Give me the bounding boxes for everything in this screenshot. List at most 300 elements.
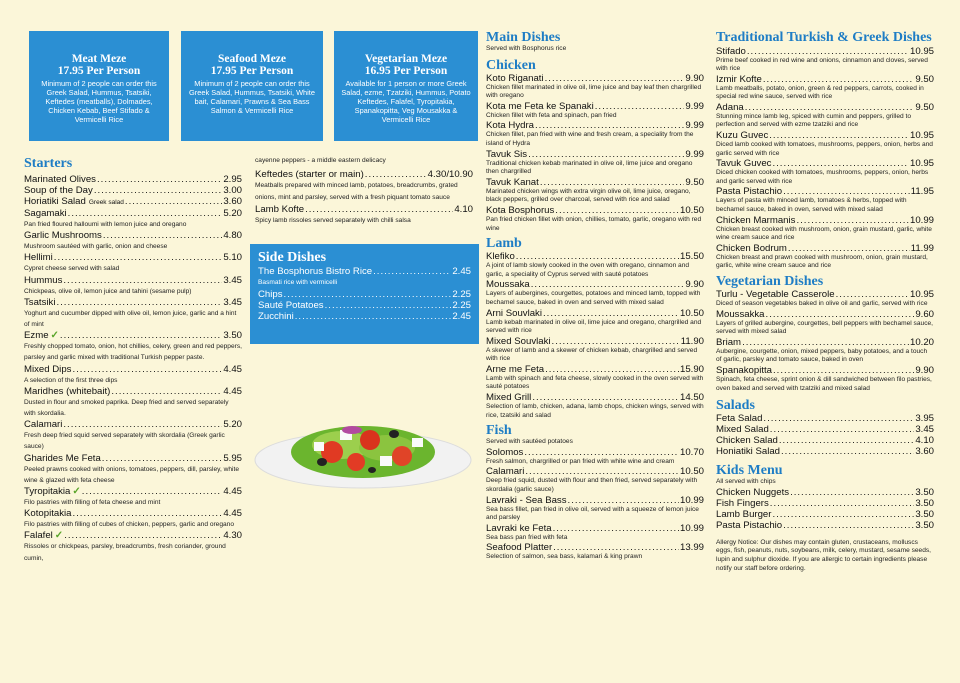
menu-item-price: 2.95 <box>223 174 242 185</box>
menu-item <box>716 309 934 320</box>
menu-item-description: Diced chicken cooked with tomatoes, mushrooms, peppers, onion, herbs and garlic served with rice <box>716 169 929 185</box>
dot-leader <box>770 498 915 509</box>
falafel-desc-continued: cayenne peppers - a middle eastern delicacy <box>255 157 386 164</box>
menu-item <box>486 149 704 160</box>
dot-leader <box>102 453 223 464</box>
menu-item-price: 9.90 <box>915 364 934 376</box>
menu-item <box>255 204 473 215</box>
menu-item-name: Chicken Nuggets <box>716 486 790 498</box>
menu-item-price: 2.25 <box>452 289 471 300</box>
menu-item <box>716 102 934 113</box>
menu-item-price: 3.60 <box>915 446 934 458</box>
menu-item-name: Tsatsiki <box>24 296 56 308</box>
dot-leader <box>568 495 679 506</box>
menu-item-description: Fresh salmon, chargrilled or pan fried with white wine and cream <box>486 457 675 465</box>
meze-title: Seafood Meze <box>217 53 287 65</box>
dot-leader <box>60 330 222 341</box>
fish-title: Fish <box>486 423 512 439</box>
menu-item-name: Moussakka <box>716 308 765 320</box>
menu-item <box>716 424 934 435</box>
dot-leader <box>528 149 684 160</box>
menu-item-price: 5.10 <box>223 252 242 264</box>
traditional-section <box>716 30 934 573</box>
menu-item-price: 5.20 <box>223 208 242 219</box>
menu-item-price: 3.45 <box>223 274 242 286</box>
menu-item-price: 9.90 <box>685 279 704 291</box>
salads-title: Salads <box>716 398 755 414</box>
dot-leader <box>56 297 222 308</box>
menu-item <box>486 466 704 477</box>
menu-item-description: Rissoles or chickpeas, parsley, breadcrumbs, fresh coriander, ground cumin, <box>24 543 226 562</box>
menu-item-description: Traditional chicken kebab marinated in olive oil, lime juice and oregano then chargrilled <box>486 159 693 176</box>
menu-item-price: 11.90 <box>680 335 704 347</box>
menu-item <box>24 486 242 497</box>
side-dishes-box <box>250 244 479 344</box>
menu-item-price: 4.30/10.90 <box>427 169 473 180</box>
menu-item-description: Layers of grilled aubergine, courgettes, bell peppers with bechamel sauce, served with mixed salad <box>716 319 933 336</box>
dot-leader <box>524 447 679 458</box>
menu-item-price: 10.99 <box>909 214 934 226</box>
menu-item-price: 9.60 <box>915 308 934 320</box>
menu-item-price: 4.80 <box>223 230 242 242</box>
menu-item-price: 4.45 <box>223 385 242 397</box>
menu-item-description: Mushroom sautéed with garlic, onion and cheese <box>24 243 168 251</box>
dot-leader <box>72 364 222 375</box>
dot-leader <box>745 102 915 113</box>
menu-item-price: 3.00 <box>223 185 242 196</box>
menu-item-name: Falafel <box>24 530 53 542</box>
menu-item <box>716 46 934 57</box>
menu-item-price: 5.95 <box>223 452 242 464</box>
menu-item-name: Mixed Souvlaki <box>486 335 551 347</box>
menu-item-name: Izmir Kofte <box>716 73 762 85</box>
menu-item <box>486 392 704 403</box>
menu-item-description: A joint of lamb slowly cooked in the oven with oregano, cinnamon and garlic, a speciality of Cyprus served with sauté potatoes <box>486 262 690 278</box>
menu-item <box>716 365 934 376</box>
menu-item <box>716 186 934 197</box>
menu-item-name: Lamb Kofte <box>255 204 305 215</box>
dot-leader <box>82 486 223 497</box>
menu-item-description: Filo pastries with filling of feta cheese and mint <box>24 499 161 507</box>
menu-item-description: A skewer of lamb and a skewer of chicken kebab, chargrilled and served with rice <box>486 346 698 363</box>
menu-item-description: Cypret cheese served with salad <box>24 265 120 273</box>
allergy-notice: Allergy Notice: Our dishes may contain gluten, crustaceans, molluscs eggs, fish, peanuts, nuts, soybeans, milk, celery, mustard, sesame seeds, lupin and sulphur dioxide. If you are allergic to certain ingredients please notify our staff before ordering. <box>716 538 932 572</box>
menu-item <box>255 169 473 180</box>
menu-item-name: Ezme <box>24 330 49 342</box>
dot-leader <box>111 386 222 397</box>
menu-item-name: Chicken Bodrum <box>716 242 787 254</box>
menu-item-price: 15.50 <box>679 251 704 263</box>
menu-item-price: 3.50 <box>223 330 242 342</box>
meze-box-seafood <box>181 31 323 141</box>
col2-top-section <box>255 156 473 227</box>
menu-item <box>258 266 471 277</box>
menu-item-name: Chicken Marmanis <box>716 214 796 226</box>
menu-item-name: Calamari <box>486 466 525 478</box>
menu-item-price: 9.50 <box>685 176 704 188</box>
menu-item-name: Arne me Feta <box>486 363 545 375</box>
menu-item <box>486 523 704 534</box>
menu-item-price: 14.50 <box>679 392 704 404</box>
dot-leader <box>783 520 914 531</box>
menu-item-name: Fish Fingers <box>716 497 769 509</box>
menu-item-name: Maridhes (whitebait) <box>24 385 111 397</box>
dot-leader <box>770 424 915 435</box>
dot-leader <box>365 169 427 180</box>
menu-item-price: 15.90 <box>679 363 704 375</box>
menu-item <box>486 447 704 458</box>
menu-item-description: Sea bass pan fried with feta <box>486 533 568 541</box>
menu-item-name: Koto Riganati <box>486 72 544 84</box>
dot-leader <box>772 158 909 169</box>
menu-item-description: Yoghurt and cucumber dipped with olive oil, lemon juice, garlic and a hint of mint <box>24 309 237 329</box>
menu-item <box>716 498 934 509</box>
menu-item-name: Tavuk Kanat <box>486 176 539 188</box>
dot-leader <box>516 251 679 262</box>
menu-item-name: Mixed Grill <box>486 392 532 404</box>
vegetarian-check-icon: ✓ <box>54 530 64 542</box>
menu-item <box>24 297 242 308</box>
menu-item-name: Kota Hydra <box>486 120 534 132</box>
dot-leader <box>790 487 914 498</box>
menu-item-price: 3.95 <box>915 413 934 425</box>
dot-leader <box>766 309 915 320</box>
menu-item <box>486 279 704 290</box>
menu-item-price: 10.50 <box>679 466 704 478</box>
menu-item <box>716 446 934 457</box>
starters-section <box>24 156 242 564</box>
dot-leader <box>125 196 222 207</box>
menu-item-price: 9.50 <box>915 101 934 113</box>
menu-item-description: A selection of the first three dips <box>24 376 118 384</box>
menu-item-description: Layers of pasta with minced lamb, tomatoes & herbs, topped with bechamel sauce, baked in oven, served with mixed salad <box>716 197 907 214</box>
main-dishes-title: Main Dishes <box>486 30 561 45</box>
menu-item-price: 9.99 <box>685 100 704 112</box>
menu-item <box>716 74 934 85</box>
meze-desc: Minimum of 2 people can order this Greek Salad, Hummus, Tsatsiki, White bait, Calamari, Prawns & Sea Bass Salmon & Vermicelli Rice <box>189 79 315 115</box>
menu-item-price: 10.99 <box>679 522 704 534</box>
menu-item-description: Diced of season vegetables baked in olive oil and garlic, served with rice <box>716 300 928 307</box>
menu-item-description: Basmati rice with vermicelli <box>258 279 338 286</box>
menu-item-price: 10.20 <box>909 336 934 348</box>
menu-item-description: Selection of salmon, sea bass, kalamari & king prawn <box>486 553 643 561</box>
menu-item <box>716 487 934 498</box>
dot-leader <box>531 279 685 290</box>
meze-title: Vegetarian Meze <box>364 53 448 65</box>
menu-item-name: Calamari <box>24 419 63 431</box>
dot-leader <box>763 413 914 424</box>
dot-leader <box>553 523 679 534</box>
dot-leader <box>535 120 684 131</box>
menu-item-name: Soup of the Day <box>24 185 93 196</box>
menu-item-price: 3.50 <box>915 497 934 509</box>
menu-item <box>486 364 704 375</box>
traditional-list <box>716 46 934 272</box>
menu-item-name: Mixed Salad <box>716 424 769 436</box>
menu-item-name: Moussaka <box>486 279 530 291</box>
menu-item-description: Spinach, feta cheese, sprint onion & dill sandwiched between filo pastries, oven baked and served with tzatziki and mixed salad <box>716 375 932 392</box>
meze-box-meat <box>29 31 169 141</box>
menu-item <box>486 73 704 84</box>
menu-item-description: Marinated chicken wings with extra virgin olive oil, lime juice, oregano, black peppers, grilled over charcoal, served with rice and salad <box>486 187 691 204</box>
menu-item-name: Arni Souvlaki <box>486 307 542 319</box>
side-dishes-list <box>258 266 471 322</box>
dot-leader <box>540 177 685 188</box>
dot-leader <box>781 446 914 457</box>
kids-title: Kids Menu <box>716 463 783 479</box>
menu-item-price: 10.50 <box>679 204 704 216</box>
menu-item <box>716 289 934 300</box>
menu-item-name: Sagamaki <box>24 208 67 219</box>
menu-item-name: Lavraki ke Feta <box>486 522 552 534</box>
menu-item-name: The Bosphorus Bistro Rice <box>258 266 373 277</box>
meze-price: 17.95 Per Person <box>210 65 294 77</box>
menu-item-name: Klefiko <box>486 251 515 263</box>
menu-item-price: 4.10 <box>915 435 934 447</box>
menu-item-price: 3.45 <box>915 424 934 436</box>
dot-leader <box>783 186 910 197</box>
dot-leader <box>545 364 679 375</box>
menu-item-name: Sauté Potatoes <box>258 300 324 311</box>
menu-item-price: 3.45 <box>223 296 242 308</box>
kids-list <box>716 487 934 531</box>
menu-item-description: Prime beef cooked in red wine and onions, cinnamon and cloves, served with rice <box>716 56 928 73</box>
menu-item-name: Honiatiki Salad <box>716 446 780 458</box>
menu-item-name: Tyropitakia <box>24 486 71 498</box>
menu-item-description: Sea bass fillet, pan fried in olive oil, served with a squeeze of lemon juice and parsley <box>486 505 699 522</box>
chicken-title: Chicken <box>486 57 536 73</box>
menu-item-description: Freshly chopped tomato, onion, hot chillies, celery, green and red peppers, parsley and garlic mixed with traditional Turkish pepper paste. <box>24 343 242 362</box>
salad-illustration <box>252 390 474 498</box>
menu-item-description: Dusted in flour and smoked paprika. Deep fried and served separately with skordalia. <box>24 398 229 418</box>
menu-item <box>258 300 471 311</box>
menu-item-name: Zucchini <box>258 311 294 322</box>
menu-item-price: 3.50 <box>915 508 934 520</box>
menu-item <box>24 386 242 397</box>
menu-item-price: 10.70 <box>679 446 704 458</box>
menu-item-description: Deep fried squid, dusted with flour and then fried, served separately with skordalia (garlic sauce) <box>486 477 698 494</box>
menu-item-price: 4.45 <box>223 486 242 498</box>
dot-leader <box>779 435 914 446</box>
menu-item <box>24 330 242 341</box>
menu-item-price: 10.95 <box>909 289 934 300</box>
menu-item <box>258 311 471 322</box>
menu-item-name: Stifado <box>716 45 746 57</box>
menu-item <box>486 308 704 319</box>
dot-leader <box>68 208 223 219</box>
menu-item-name: Keftedes (starter or main) <box>255 169 364 180</box>
dot-leader <box>97 174 222 185</box>
menu-item-description: Layers of aubergines, courgettes, potatoes and minced lamb, topped with bechamel sauce, baked in oven and served with mixed salad <box>486 290 701 306</box>
menu-item-price: 10.95 <box>909 45 934 57</box>
chicken-list <box>486 73 704 234</box>
menu-item-price: 2.25 <box>452 300 471 311</box>
dot-leader <box>553 542 679 553</box>
menu-item-name: Kota me Feta ke Spanaki <box>486 100 594 112</box>
dot-leader <box>836 289 909 300</box>
menu-item <box>486 120 704 131</box>
menu-item-name: Tavuk Sis <box>486 148 528 160</box>
menu-item-description: Lamb with spinach and feta cheese, slowly cooked in the oven served with sauté potatoes <box>486 374 704 391</box>
menu-item-name: Pasta Pistachio <box>716 519 783 531</box>
vegetarian-title: Vegetarian Dishes <box>716 274 824 289</box>
greek-salad-image <box>252 390 474 498</box>
menu-item-description: Fresh deep fried squid served separately with skordalia (Greek garlic sauce) <box>24 432 225 451</box>
dot-leader <box>305 204 453 215</box>
menu-item-name: Hummus <box>24 274 63 286</box>
dot-leader <box>552 336 680 347</box>
meze-box-vegetarian <box>334 31 478 141</box>
menu-item <box>24 530 242 541</box>
menu-item <box>24 185 242 196</box>
menu-item <box>486 542 704 553</box>
vegetarian-check-icon: ✓ <box>50 330 59 342</box>
menu-item <box>716 215 934 226</box>
menu-item-price: 9.99 <box>685 148 704 160</box>
dot-leader <box>545 73 685 84</box>
menu-item-name: Kotopitakia <box>24 508 72 520</box>
dot-leader <box>373 266 451 277</box>
dot-leader <box>54 252 223 263</box>
menu-item <box>486 495 704 506</box>
menu-item-price: 2.45 <box>452 266 471 277</box>
menu-item-description: Chickpeas, olive oil, lemon juice and tahini (sesame pulp) <box>24 287 192 295</box>
dot-leader <box>325 300 452 311</box>
menu-item-name: Feta Salad <box>716 413 763 425</box>
menu-item <box>716 337 934 348</box>
menu-item <box>716 130 934 141</box>
menu-item-name: Pasta Pistachio <box>716 186 783 198</box>
menu-item-description: Peeled prawns cooked with onions, tomatoes, peppers, dill, parsley, white wine & glazed with feta cheese <box>24 465 240 484</box>
menu-item-price: 10.99 <box>679 494 704 506</box>
menu-item-name: Seafood Platter <box>486 542 553 554</box>
lamb-list <box>486 251 704 420</box>
menu-item <box>24 364 242 375</box>
dot-leader <box>525 466 679 477</box>
menu-item <box>24 275 242 286</box>
dot-leader <box>63 275 222 286</box>
dot-leader <box>543 308 679 319</box>
menu-item <box>716 435 934 446</box>
menu-item-note: Greek salad <box>88 199 124 206</box>
menu-item-description: Diced lamb cooked with tomatoes, mushrooms, peppers, onion, herbs and garlic served with rice <box>716 141 933 157</box>
traditional-title: Traditional Turkish & Greek Dishes <box>716 30 932 45</box>
menu-item <box>24 174 242 185</box>
main-dishes-subtitle: Served with Bosphorus rice <box>486 45 567 52</box>
starters-list <box>24 174 242 564</box>
menu-item <box>24 208 242 219</box>
dot-leader <box>295 311 452 322</box>
menu-item-price: 4.30 <box>223 530 242 542</box>
menu-item-name: Horiatiki Salad <box>24 196 86 207</box>
vegetarian-list <box>716 289 934 393</box>
menu-item-price: 2.45 <box>452 311 471 322</box>
menu-item-name: Lavraki - Sea Bass <box>486 494 567 506</box>
menu-item <box>24 453 242 464</box>
menu-item <box>24 419 242 430</box>
menu-item-description: Chicken fillet with feta and spinach, pan fried <box>486 111 617 119</box>
menu-item-name: Hellimi <box>24 252 53 264</box>
menu-item-name: Marinated Olives <box>24 174 96 185</box>
meze-price: 17.95 Per Person <box>57 65 141 77</box>
menu-item-price: 9.99 <box>685 120 704 132</box>
menu-item-price: 3.50 <box>915 486 934 498</box>
menu-item-description: Pan fried chicken fillet with onion, chillies, tomato, garlic, oregano with red wine <box>486 215 702 232</box>
menu-item-description: Stunning mince lamb leg, spiced with cumin and peppers, grilled to perfection and served with ezme tzatziki and rice <box>716 112 911 129</box>
dot-leader <box>94 185 223 196</box>
vegetarian-check-icon: ✓ <box>72 486 81 498</box>
menu-item-name: Garlic Mushrooms <box>24 230 102 242</box>
meze-title: Meat Meze <box>71 53 127 65</box>
kids-subtitle: All served with chips <box>716 478 776 486</box>
menu-item-price: 9.50 <box>915 73 934 85</box>
meze-desc: Available for 1 person or more Greek Salad, ezme, Tzatziki, Hummus, Potato Keftedes, Falafel, Tyropitakia, Spanakopitta, Veg Mousakka & Vermicelli Rice <box>341 79 471 124</box>
menu-item-description: Chicken breast and prawn cooked with mushroom, onion, grain mustard, garlic, white wine cream sauce and rice <box>716 253 928 270</box>
menu-item <box>716 413 934 424</box>
menu-item <box>486 177 704 188</box>
fish-subtitle: Served with sautéed potatoes <box>486 438 573 446</box>
menu-item-price: 9.90 <box>685 72 704 84</box>
dot-leader <box>284 289 452 300</box>
starters-title: Starters <box>24 156 73 171</box>
menu-item <box>24 508 242 519</box>
menu-item-name: Chips <box>258 289 283 300</box>
menu-item-description: Selection of lamb, chicken, adana, lamb chops, chicken wings, served with rice, tzatsiki and salad <box>486 403 704 419</box>
dot-leader <box>769 130 909 141</box>
menu-item-description: Meatballs prepared with minced lamb, potatoes, breadcrumbs, grated onions, mint and parsley, served with a fresh piquant tomato sauce <box>255 182 458 201</box>
fish-list <box>486 447 704 562</box>
menu-item-price: 11.99 <box>910 242 934 254</box>
dot-leader <box>788 243 910 254</box>
menu-item <box>24 252 242 263</box>
menu-item-name: Spanakopitta <box>716 364 773 376</box>
menu-item-price: 10.50 <box>679 307 704 319</box>
menu-item <box>716 520 934 531</box>
menu-item-description: Chicken breast cooked with mushroom, onion, grain mustard, garlic, white wine cream sauce and rice <box>716 225 932 242</box>
salads-list <box>716 413 934 457</box>
menu-item-description: Lamb meatballs, potato, onion, green & red peppers, carrots, cooked in special red wine sauce, served with rice <box>716 84 924 101</box>
menu-item-name: Briam <box>716 336 742 348</box>
menu-item-name: Gharides Me Feta <box>24 452 101 464</box>
side-dishes-title: Side Dishes <box>258 250 327 265</box>
menu-item <box>486 205 704 216</box>
menu-item <box>716 158 934 169</box>
menu-item <box>258 289 471 300</box>
menu-item-name: Chicken Salad <box>716 435 778 447</box>
menu-item <box>716 243 934 254</box>
menu-item-description: Chicken fillet, pan fried with wine and fresh cream, a speciality from the island of Hydra <box>486 131 694 147</box>
menu-item-name: Mixed Dips <box>24 363 72 375</box>
menu-item-price: 11.95 <box>910 186 934 198</box>
lamb-title: Lamb <box>486 236 522 252</box>
menu-item-description: Chicken fillet marinated in olive oil, lime juice and bay leaf then chargrilled with oregano <box>486 83 702 100</box>
dot-leader <box>63 419 222 430</box>
menu-item-name: Kuzu Guvec <box>716 130 769 142</box>
main-dishes-section <box>486 30 704 562</box>
menu-item-description: Aubergine, courgette, onion, mixed peppers, baby potatoes, and a touch of garlic, parsley and tomato sauce, baked in oven <box>716 347 928 364</box>
menu-item-price: 5.20 <box>223 419 242 431</box>
dot-leader <box>763 74 914 85</box>
menu-item-description: Filo pastries with filling of cubes of chicken, peppers, garlic and oregano <box>24 521 235 529</box>
dot-leader <box>103 230 222 241</box>
dot-leader <box>72 508 222 519</box>
col2-top-list <box>255 169 473 227</box>
dot-leader <box>64 530 222 541</box>
menu-item-price: 3.60 <box>223 196 242 207</box>
dot-leader <box>595 101 685 112</box>
dot-leader <box>555 205 679 216</box>
menu-item <box>24 230 242 241</box>
